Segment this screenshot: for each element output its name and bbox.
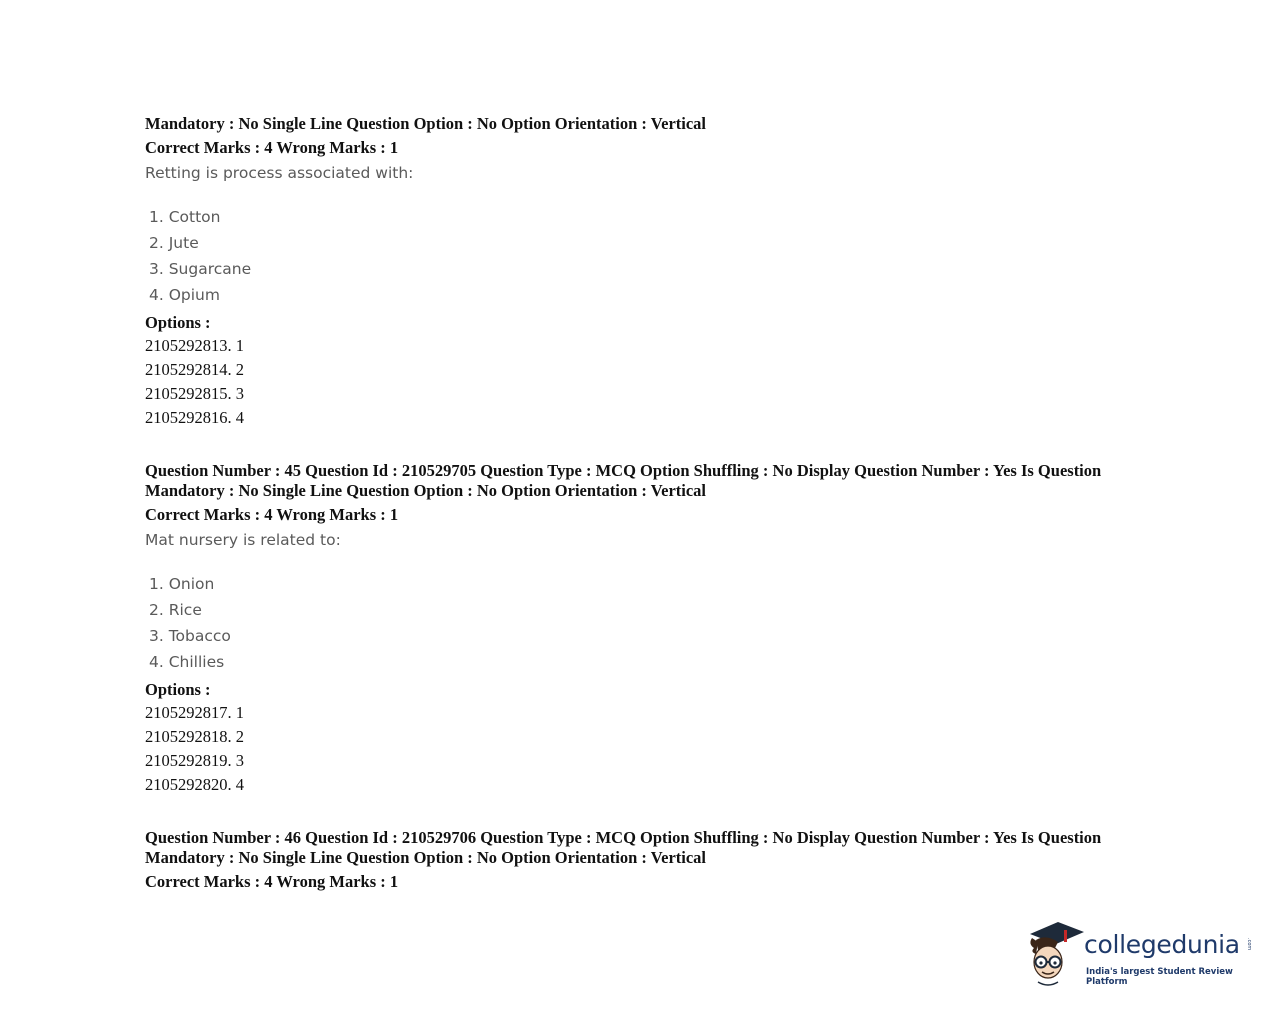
option-id: 2105292816. 4 — [145, 408, 244, 427]
collegedunia-logo — [1024, 918, 1264, 990]
option-id: 2105292820. 4 — [145, 775, 244, 794]
logo-tagline: India's largest Student Review Platform — [1086, 967, 1233, 987]
question-header-line1: Question Number : 46 Question Id : 210529706 Question Type : MCQ Option Shuffling : No Display Question Number : Yes Is Question — [145, 828, 1102, 847]
choice-item: 2. Rice — [149, 601, 202, 619]
question-header-line2: Mandatory : No Single Line Question Option : No Option Orientation : Vertical — [145, 848, 707, 867]
option-id: 2105292818. 2 — [145, 727, 244, 746]
marks-line: Correct Marks : 4 Wrong Marks : 1 — [145, 138, 399, 157]
choice-item: 1. Cotton — [149, 208, 221, 226]
option-id: 2105292817. 1 — [145, 703, 244, 722]
marks-line: Correct Marks : 4 Wrong Marks : 1 — [145, 872, 399, 891]
option-id: 2105292815. 3 — [145, 384, 244, 403]
choice-item: 2. Jute — [149, 234, 199, 252]
option-id: 2105292813. 1 — [145, 336, 244, 355]
mascot-icon — [1024, 918, 1086, 988]
logo-suffix: .com — [1246, 938, 1252, 951]
options-label: Options : — [145, 313, 211, 332]
question-text: Retting is process associated with: — [145, 164, 414, 182]
question-text: Mat nursery is related to: — [145, 531, 341, 549]
question-header-line2: Mandatory : No Single Line Question Option : No Option Orientation : Vertical — [145, 481, 707, 500]
choice-item: 3. Sugarcane — [149, 260, 252, 278]
choice-item: 4. Chillies — [149, 653, 225, 671]
question-header-line2: Mandatory : No Single Line Question Option : No Option Orientation : Vertical — [145, 114, 707, 133]
marks-line: Correct Marks : 4 Wrong Marks : 1 — [145, 505, 399, 524]
option-id: 2105292819. 3 — [145, 751, 244, 770]
choice-item: 3. Tobacco — [149, 627, 231, 645]
option-id: 2105292814. 2 — [145, 360, 244, 379]
choice-item: 1. Onion — [149, 575, 215, 593]
choice-item: 4. Opium — [149, 286, 220, 304]
question-header-line1: Question Number : 45 Question Id : 210529705 Question Type : MCQ Option Shuffling : No Display Question Number : Yes Is Question — [145, 461, 1102, 480]
logo-wordmark: collegedunia — [1084, 930, 1240, 959]
options-label: Options : — [145, 680, 211, 699]
